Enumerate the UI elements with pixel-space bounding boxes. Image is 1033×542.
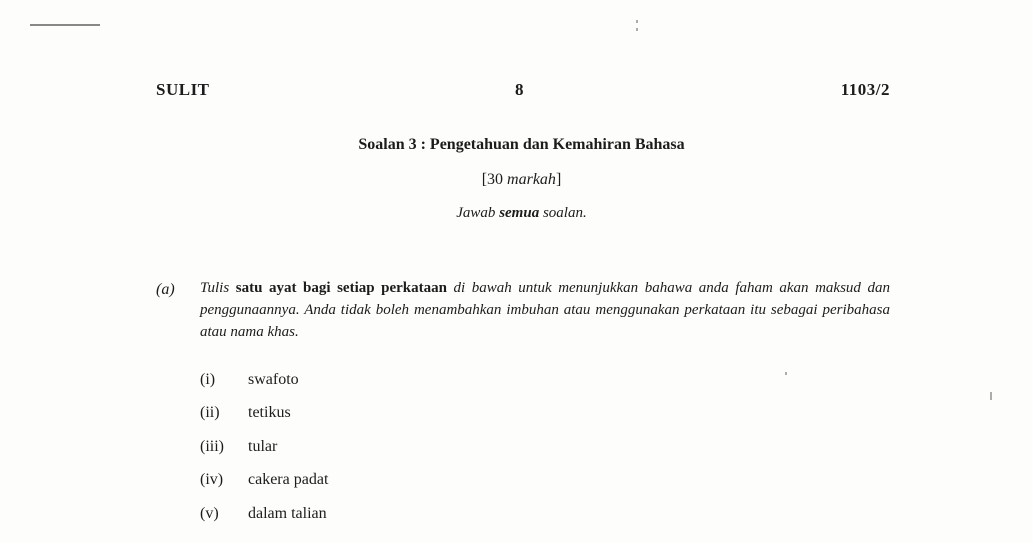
scan-artifact-line	[30, 24, 100, 26]
section-instruction: Jawab semua soalan.	[456, 205, 587, 221]
question-label: (a)	[156, 281, 175, 298]
list-item: (i) swafoto	[200, 371, 299, 388]
section-marks: [30 markah]	[481, 171, 562, 188]
section-title: Soalan 3 : Pengetahuan dan Kemahiran Bahasa	[358, 136, 685, 153]
list-item: (ii) tetikus	[200, 404, 291, 421]
header-classification: SULIT	[156, 80, 210, 99]
scan-artifact-dot	[636, 28, 638, 31]
scan-artifact-dot	[990, 392, 992, 400]
list-item: (v) dalam talian	[200, 505, 327, 522]
list-item: (iii) tular	[200, 438, 278, 455]
list-item: (iv) cakera padat	[200, 471, 329, 488]
scan-artifact-dot	[636, 20, 638, 23]
scan-artifact-dot	[785, 372, 787, 375]
page-number: 8	[515, 80, 524, 99]
question-text: Tulis satu ayat bagi setiap perkataan di bawah untuk menunjukkan bahawa anda faham akan maksud dan penggunaannya. Anda tidak boleh menambahkan imbuhan atau menggunakan perkataan itu sebagai peribahasa atau nama khas.	[200, 280, 890, 340]
paper-code: 1103/2	[840, 80, 890, 99]
